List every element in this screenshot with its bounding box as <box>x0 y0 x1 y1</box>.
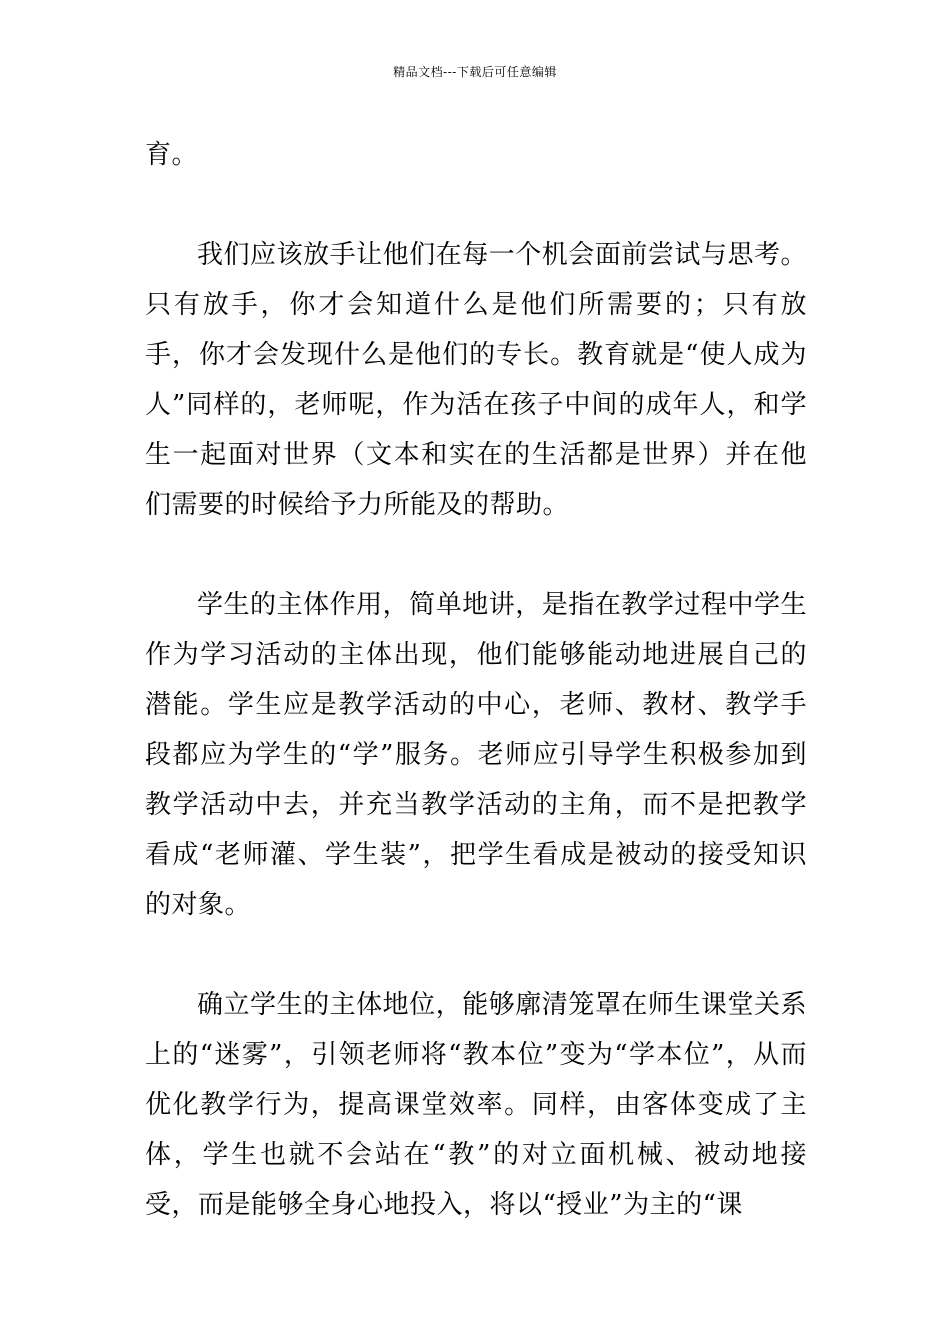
paragraph-student-role: 学生的主体作用，简单地讲，是指在教学过程中学生作为学习活动的主体出现，他们能够能动地进展自己的潜能。学生应是教学活动的中心，老师、教材、教学手段都应为学生的“学”服务。老师应引导学生积极参加到教学活动中去，并充当教学活动的主角，而不是把教学看成“老师灌、学生装”，把学生看成是被动的接受知识的对象。 <box>145 590 807 920</box>
document-body <box>145 130 807 1230</box>
paragraph-student-status: 确立学生的主体地位，能够廓清笼罩在师生课堂关系上的“迷雾”，引领老师将“教本位”变为“学本位”，从而优化教学行为，提高课堂效率。同样，由客体变成了主体，学生也就不会站在“教”的对立面机械、被动地接受，而是能够全身心地投入，将以“授业”为主的“课 <box>145 990 807 1220</box>
paragraph-continued: 育。 <box>145 140 199 170</box>
paragraph-let-go: 我们应该放手让他们在每一个机会面前尝试与思考。只有放手，你才会知道什么是他们所需要的；只有放手，你才会发现什么是他们的专长。教育就是“使人成为人”同样的，老师呢，作为活在孩子中间的成年人，和学生一起面对世界（文本和实在的生活都是世界）并在他们需要的时候给予力所能及的帮助。 <box>145 240 807 520</box>
page-header: 精品文档---下载后可任意编辑 <box>393 65 557 79</box>
